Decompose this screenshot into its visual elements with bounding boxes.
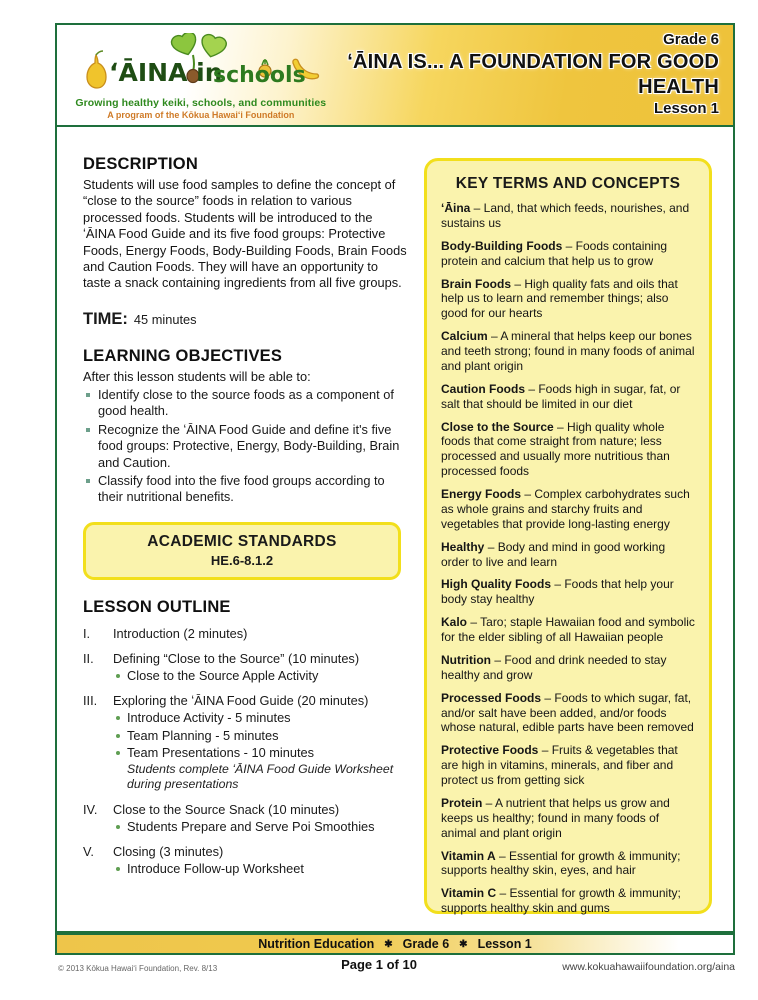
outline-numeral: I. — [83, 625, 91, 641]
grade-label: Grade 6 — [663, 31, 719, 49]
outline-sub-item — [113, 728, 407, 745]
key-term-name: Kalo — [441, 615, 468, 630]
key-term-name: Energy Foods — [441, 487, 522, 501]
outline-item — [83, 693, 407, 793]
lesson-outline-heading: LESSON OUTLINE — [83, 597, 231, 616]
outline-numeral: V. — [83, 844, 94, 860]
learning-objectives-heading: LEARNING OBJECTIVES — [83, 346, 283, 365]
outline-sub-item — [113, 861, 407, 878]
outline-sub-text: Students Prepare and Serve Poi Smoothies — [127, 818, 375, 834]
star-separator-icon: ✱ — [384, 938, 393, 950]
bullet-dot-icon — [116, 751, 120, 755]
key-term: Caution Foods – Foods high in sugar, fat, or salt that should be limited in our diet — [441, 381, 681, 411]
logo-word-aina-in: ʻĀINA in — [108, 57, 223, 87]
academic-standards-heading: ACADEMIC STANDARDS — [147, 532, 337, 550]
star-separator-icon: ✱ — [459, 938, 468, 950]
learning-objectives-section — [83, 347, 407, 506]
outline-item — [83, 626, 407, 642]
key-term-name: Nutrition — [441, 652, 491, 667]
website-text: www.kokuahawaiifoundation.org/aina — [562, 961, 735, 973]
logo-graphic — [81, 33, 321, 91]
key-term-name: Processed Foods — [441, 690, 542, 705]
key-term-name: Vitamin A — [441, 848, 496, 863]
key-term-name: Healthy — [441, 539, 485, 554]
page-header — [55, 23, 735, 127]
key-term: Close to the Source – High quality whole foods that come straight from nature; less processed and usually more nutritious than processed foods — [441, 419, 670, 479]
left-column — [83, 155, 407, 878]
key-term: Nutrition – Food and drink needed to stay healthy and grow — [441, 652, 667, 682]
key-term: Calcium – A mineral that helps keep our bones and teeth strong; found in many foods of animal and plant origin — [441, 329, 695, 373]
outline-sub-text: Team Presentations - 10 minutes — [127, 745, 315, 761]
outline-sub-text: Introduce Activity - 5 minutes — [127, 710, 291, 726]
key-term-name: Brain Foods — [441, 276, 512, 291]
key-term: Protein – A nutrient that helps us grow and keeps us healthy; found in many foods of animal and plant origin — [441, 795, 670, 840]
outline-sub-item — [113, 745, 407, 762]
bullet-dot-icon — [116, 867, 120, 871]
outline-numeral: II. — [83, 650, 94, 666]
lesson-label: Lesson 1 — [653, 100, 719, 117]
key-term-name: Calcium — [441, 329, 488, 344]
outline-numeral: III. — [83, 693, 98, 709]
lesson-outline-list — [83, 626, 407, 878]
outline-note: Students complete ʻĀINA Food Guide Worksheet during presentations — [127, 762, 394, 792]
bullet-dot-icon — [116, 716, 120, 720]
key-term: Brain Foods – High quality fats and oils that help us to learn and remember things; also good for our hearts — [441, 276, 678, 321]
outline-item — [83, 844, 407, 878]
description-heading: DESCRIPTION — [83, 155, 198, 173]
key-term: Processed Foods – Foods to which sugar, fat, and/or salt have been added, and/or foods whose natural, edible parts have been removed — [441, 690, 694, 735]
key-term: Protective Foods – Fruits & vegetables that are high in vitamins, minerals, and fiber and protect us from getting sick — [441, 743, 678, 787]
academic-standards-box — [83, 522, 401, 580]
outline-item — [83, 651, 407, 685]
outline-sub-item — [113, 710, 407, 727]
academic-standards-code: HE.6-8.1.2 — [210, 552, 274, 568]
learning-objectives-intro: After this lesson students will be able to: — [83, 368, 311, 384]
key-term: Kalo – Taro; staple Hawaiian food and symbolic for the elder sibling of all Hawaiian people — [441, 615, 695, 644]
outline-item-head — [83, 802, 407, 818]
logo-tagline: Growing healthy keiki, schools, and communities — [75, 96, 327, 109]
key-term-name: Close to the Source — [441, 419, 554, 434]
footer-band-text: Nutrition Education — [258, 937, 375, 951]
description-body: Students will use food samples to define the concept of “close to the source” foods in relation to various processed foods. Students will be introduced to the ʻĀINA Food Guide and its five food groups: Protective Foods, Energy Foods, Body-Building Foods, Brain Foods and Caution Foods. They will have an opportunity to taste a snack containing ingredients from all five groups. — [83, 177, 407, 291]
outline-sub-text: Team Planning - 5 minutes — [127, 727, 279, 743]
footer-band — [55, 933, 735, 955]
bullet-dot-icon — [116, 825, 120, 829]
key-term: High Quality Foods – Foods that help your body stay healthy — [441, 577, 674, 607]
footer-band-text: Lesson 1 — [477, 937, 532, 951]
outline-sub-item — [113, 819, 407, 836]
bullet-dot-icon — [116, 674, 120, 678]
learning-objectives-list — [83, 387, 407, 506]
logo-word-schools: schools — [212, 62, 306, 88]
outline-text: Closing (3 minutes) — [113, 844, 224, 860]
bullet-dot-icon — [116, 734, 120, 738]
outline-text: Exploring the ʻĀINA Food Guide (20 minutes) — [113, 693, 369, 709]
key-term: Vitamin C – Essential for growth & immunity; supports healthy skin and gums — [441, 886, 681, 916]
logo-program-line: A program of the Kōkua Hawaiʻi Foundation — [107, 109, 295, 120]
page-number: Page 1 of 10 — [341, 957, 417, 972]
content-box — [55, 127, 735, 933]
time-value: 45 minutes — [133, 311, 197, 327]
time-heading: TIME: — [83, 309, 128, 328]
aina-in-schools-logo — [57, 29, 329, 122]
objective-item: Identify close to the source foods as a component of good health. — [83, 387, 407, 420]
key-terms-box — [424, 158, 712, 914]
pear-icon — [87, 51, 106, 88]
objective-item: Classify food into the five food groups according to their nutritional benefits. — [83, 473, 407, 506]
key-term: Energy Foods – Complex carbohydrates such as whole grains and starchy fruits and vegetables that provide long-lasting energy — [441, 487, 690, 531]
page-title: ʻĀINA IS... A FOUNDATION FOR GOOD HEALTH — [347, 51, 719, 98]
footer-band-text: Grade 6 — [402, 937, 450, 951]
lesson-outline-section — [83, 598, 407, 878]
outline-sub-text: Close to the Source Apple Activity — [127, 667, 319, 683]
outline-sub-text: Introduce Follow-up Worksheet — [127, 861, 304, 877]
outline-sub-item — [113, 668, 407, 685]
outline-item-head — [83, 693, 407, 709]
key-term-name: Vitamin C — [441, 886, 497, 901]
copyright-text: © 2013 Kōkua Hawaiʻi Foundation, Rev. 8/13 — [58, 964, 218, 973]
key-term-name: ʻĀina — [441, 201, 471, 215]
outline-text: Defining “Close to the Source” (10 minutes) — [113, 650, 360, 666]
key-term-name: Protective Foods — [441, 743, 539, 758]
header-title-block — [329, 31, 733, 119]
key-term-name: Body-Building Foods — [441, 238, 563, 253]
key-term: ʻĀina – Land, that which feeds, nourishes, and sustains us — [441, 201, 690, 230]
key-term: Healthy – Body and mind in good working order to live and learn — [441, 539, 666, 569]
key-term-name: Caution Foods — [441, 381, 525, 396]
key-term-name: Protein — [441, 795, 483, 810]
time-section — [83, 310, 407, 329]
outline-item-head — [83, 651, 407, 667]
outline-numeral: IV. — [83, 801, 98, 817]
outline-item-head — [83, 626, 407, 642]
outline-text: Introduction (2 minutes) — [113, 625, 248, 641]
key-term: Vitamin A – Essential for growth & immunity; supports healthy skin, eyes, and hair — [441, 848, 681, 878]
key-term: Body-Building Foods – Foods containing protein and calcium that help us to grow — [441, 238, 668, 268]
objective-item: Recognize the ʻĀINA Food Guide and define it's five food groups: Protective, Energy, Body-Building, Brain and Caution. — [83, 422, 407, 471]
key-term-name: High Quality Foods — [441, 577, 551, 592]
key-terms-heading: KEY TERMS AND CONCEPTS — [455, 175, 681, 192]
outline-text: Close to the Source Snack (10 minutes) — [113, 801, 340, 817]
outline-item — [83, 802, 407, 836]
key-terms-list — [441, 201, 695, 916]
outline-item-head — [83, 844, 407, 860]
